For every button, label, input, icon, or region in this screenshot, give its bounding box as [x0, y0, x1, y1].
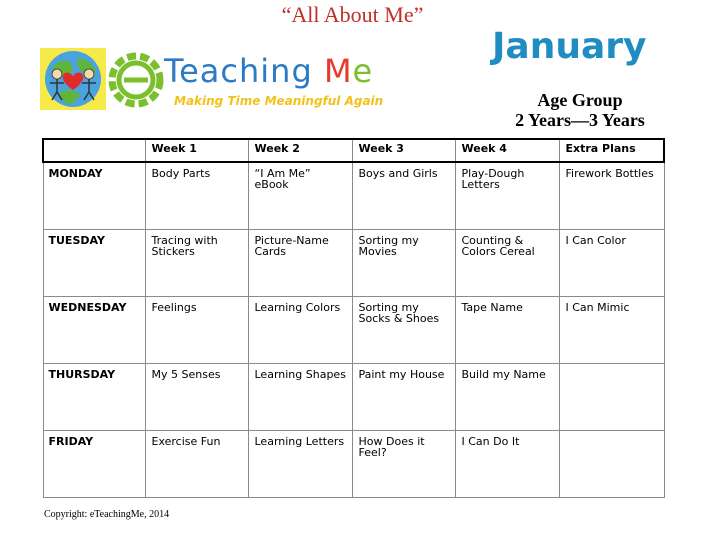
age-group-label: Age Group [537, 90, 623, 110]
table-cell: Picture-Name Cards [248, 229, 352, 296]
brand-name [164, 52, 373, 90]
table-cell: Paint my House [352, 363, 455, 430]
table-cell: Counting & Colors Cereal [455, 229, 559, 296]
age-group [500, 90, 660, 130]
table-row-monday [43, 162, 664, 229]
table-row-tuesday [43, 229, 664, 296]
table-cell: Boys and Girls [352, 162, 455, 229]
copyright-text: Copyright: eTeachingMe, 2014 [44, 509, 170, 520]
table-cell: Firework Bottles [559, 162, 664, 229]
table-cell: I Can Mimic [559, 296, 664, 363]
table-cell [559, 363, 664, 430]
table-cell: My 5 Senses [145, 363, 248, 430]
table-row-thursday [43, 363, 664, 430]
column-header [43, 139, 145, 162]
table-row-wednesday [43, 296, 664, 363]
day-label: WEDNESDAY [43, 296, 145, 363]
brand-name-e: e [352, 52, 374, 90]
lesson-plan-table [42, 138, 665, 498]
table-cell: Tracing with Stickers [145, 229, 248, 296]
day-label: THURSDAY [43, 363, 145, 430]
column-header-week-2: Week 2 [248, 139, 352, 162]
table-cell: How Does it Feel? [352, 430, 455, 497]
table-cell: I Can Do It [455, 430, 559, 497]
column-header-week-3: Week 3 [352, 139, 455, 162]
table-row-friday [43, 430, 664, 497]
table-cell: Learning Letters [248, 430, 352, 497]
table-cell: I Can Color [559, 229, 664, 296]
brand-name-teaching: Teaching [164, 52, 313, 90]
brand-name-m: M [312, 52, 353, 90]
table-cell: Tape Name [455, 296, 559, 363]
theme-title: “All About Me” [281, 2, 424, 27]
brand-tagline: Making Time Meaningful Again [174, 94, 384, 108]
brand-logo [108, 50, 408, 112]
gear-e-icon [108, 50, 164, 112]
logo [40, 48, 106, 110]
day-label: MONDAY [43, 162, 145, 229]
table-cell: Play-Dough Letters [455, 162, 559, 229]
table-cell: Build my Name [455, 363, 559, 430]
table-cell: Learning Shapes [248, 363, 352, 430]
table-cell [559, 430, 664, 497]
table-cell: Body Parts [145, 162, 248, 229]
globe-kids-logo-icon [40, 48, 106, 110]
table-cell: Sorting my Movies [352, 229, 455, 296]
column-header-week-4: Week 4 [455, 139, 559, 162]
table-cell: “I Am Me” eBook [248, 162, 352, 229]
column-header-extra-plans: Extra Plans [559, 139, 664, 162]
column-header-week-1: Week 1 [145, 139, 248, 162]
table-cell: Feelings [145, 296, 248, 363]
table-header-row [43, 139, 664, 162]
table-cell: Learning Colors [248, 296, 352, 363]
day-label: FRIDAY [43, 430, 145, 497]
day-label: TUESDAY [43, 229, 145, 296]
age-range: 2 Years—3 Years [515, 110, 645, 130]
table-cell: Sorting my Socks & Shoes [352, 296, 455, 363]
month-title: January [492, 26, 647, 67]
table-cell: Exercise Fun [145, 430, 248, 497]
